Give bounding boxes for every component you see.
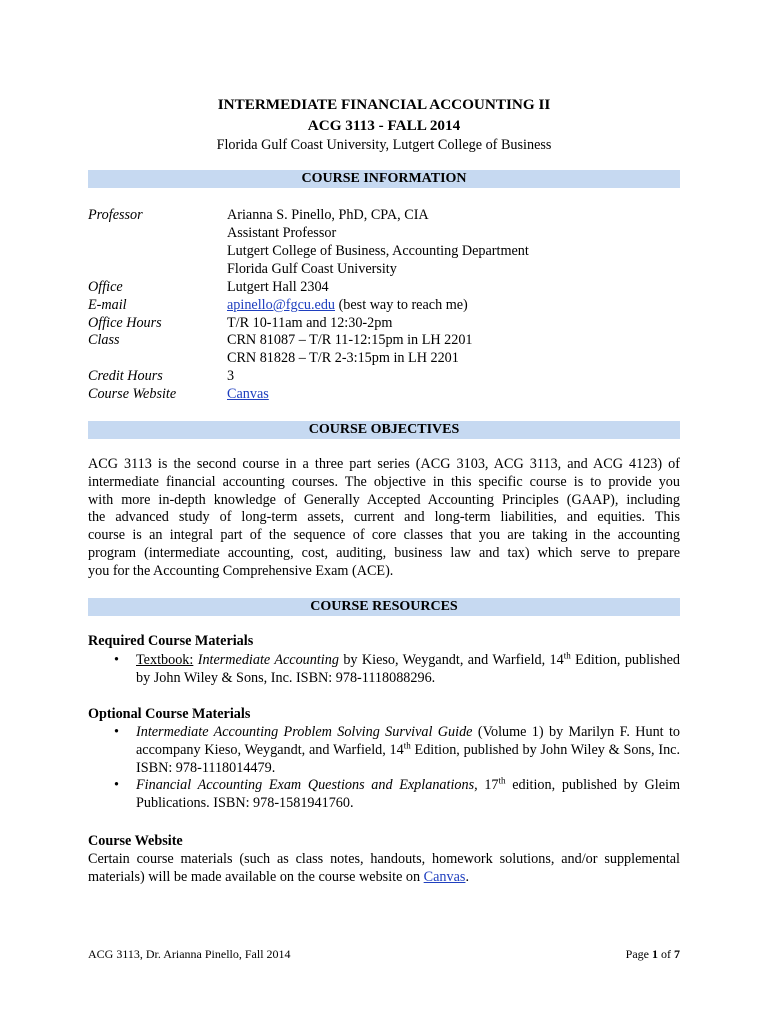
textbook-authors: by Kieso, Weygandt, and Warfield, 14 <box>338 652 564 668</box>
guide-authors: (Volume 1) by Marilyn F. Hunt to accompany Kieso, Weygandt, and Warfield, 14 <box>136 724 681 758</box>
exam-book-publisher: edition, published by Gleim Publications. ISBN: 978-1581941760. <box>136 777 680 812</box>
canvas-link-inline[interactable]: Canvas <box>423 868 466 885</box>
total-pages: 7 <box>674 947 680 961</box>
guide-publisher: Edition, published by John Wiley & Sons, Inc. ISBN: 978-1118014479. <box>136 741 681 776</box>
course-code-term: ACG 3113 - FALL 2014 <box>307 117 461 134</box>
section-course-information: COURSE INFORMATION <box>88 170 680 188</box>
email-label: E-mail <box>88 297 127 313</box>
textbook-label: Textbook: <box>136 652 194 668</box>
credit-hours-value: 3 <box>227 368 235 384</box>
bullet-icon: • <box>114 777 119 794</box>
edition-sup: th <box>498 775 506 786</box>
objectives-line: ACG 3113 is the second course in a three part series (ACG 3103, ACG 3113, and ACG 4123) of <box>88 456 680 472</box>
textbook-publisher: Edition, published by John Wiley & Sons, Inc. ISBN: 978-1118088296. <box>136 652 681 686</box>
professor-university: Florida Gulf Coast University <box>227 261 397 277</box>
optional-materials-list <box>88 724 680 813</box>
objectives-line: program (intermediate accounting, cost, auditing, business law and tax) which serve to prepare <box>88 544 680 561</box>
professor-label: Professor <box>88 207 143 223</box>
period: . <box>465 868 469 885</box>
edition-sup: th <box>563 650 571 661</box>
course-title: INTERMEDIATE FINANCIAL ACCOUNTING II <box>217 96 551 113</box>
page-word: Page <box>625 947 652 961</box>
course-website-heading: Course Website <box>88 833 183 849</box>
objectives-line: with more in-depth knowledge of Generally Accepted Accounting Principles (GAAP), including <box>88 491 680 508</box>
office-hours-value: T/R 10-11am and 12:30-2pm <box>227 315 393 331</box>
bullet-icon: • <box>114 724 119 740</box>
current-page: 1 <box>652 947 658 961</box>
course-website-paragraph <box>88 851 680 887</box>
edition-sup: th <box>403 740 411 751</box>
of-word: of <box>658 947 674 961</box>
objectives-line: you for the Accounting Comprehensive Exam (ACE). <box>88 562 394 579</box>
objectives-line: intermediate financial accounting courses. The objective in this specific course is to provide you <box>88 473 680 490</box>
email-row <box>227 297 468 315</box>
section-course-resources: COURSE RESOURCES <box>88 598 680 616</box>
textbook-title: Intermediate Accounting <box>197 652 339 668</box>
objectives-line: course is an integral part of the sequence of core classes that you are taking in the accounting <box>88 527 680 544</box>
list-item <box>88 777 680 813</box>
course-website-label: Course Website <box>88 386 177 402</box>
objectives-paragraph <box>88 456 680 581</box>
office-value: Lutgert Hall 2304 <box>227 279 329 295</box>
optional-materials-heading: Optional Course Materials <box>88 706 251 722</box>
exam-book-title: Financial Accounting Exam Questions and Explanations <box>136 777 475 794</box>
footer-left: ACG 3113, Dr. Arianna Pinello, Fall 2014 <box>88 947 291 961</box>
professor-department: Lutgert College of Business, Accounting Department <box>227 243 529 259</box>
professor-title: Assistant Professor <box>227 225 337 241</box>
bullet-icon: • <box>114 652 119 668</box>
credit-hours-label: Credit Hours <box>88 368 163 384</box>
page-number <box>626 946 680 962</box>
email-link[interactable]: apinello@fgcu.edu <box>227 297 336 313</box>
class-section-1: CRN 81087 – T/R 11-12:15pm in LH 2201 <box>227 332 473 348</box>
class-label: Class <box>88 332 120 348</box>
guide-title: Intermediate Accounting Problem Solving Survival Guide <box>136 724 473 740</box>
required-materials-heading: Required Course Materials <box>88 633 254 649</box>
list-item <box>88 652 680 688</box>
class-section-2: CRN 81828 – T/R 2-3:15pm in LH 2201 <box>227 350 459 366</box>
office-label: Office <box>88 279 123 295</box>
section-course-objectives: COURSE OBJECTIVES <box>88 421 680 439</box>
office-hours-label: Office Hours <box>88 315 162 331</box>
list-item <box>88 724 680 777</box>
university-subtitle: Florida Gulf Coast University, Lutgert College of Business <box>216 137 552 153</box>
canvas-link[interactable]: Canvas <box>227 386 269 402</box>
objectives-line: the advanced study of long-term assets, current and long-term liabilities, and equities. This <box>88 509 680 526</box>
course-website-text: Certain course materials (such as class notes, handouts, homework solutions, and/or supplemental materials) will be made available on the course website on <box>88 851 680 885</box>
exam-book-edition: , 17 <box>474 777 499 794</box>
professor-name: Arianna S. Pinello, PhD, CPA, CIA <box>227 207 429 223</box>
required-materials-list <box>88 652 680 688</box>
email-note: (best way to reach me) <box>335 297 468 313</box>
